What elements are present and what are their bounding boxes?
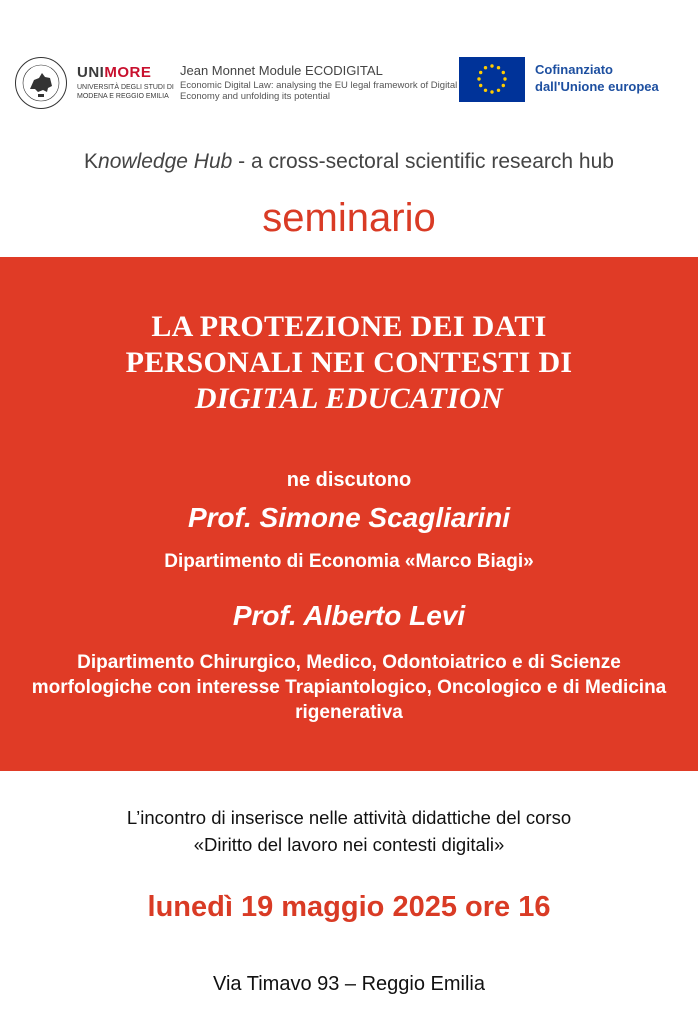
- knowledge-hub-tagline: Knowledge Hub - a cross-sectoral scientific research hub: [84, 150, 614, 173]
- eu-flag-icon: [459, 57, 525, 102]
- header-logos: [0, 0, 698, 130]
- speaker-name: Prof. Alberto Levi: [232, 600, 466, 631]
- jean-monnet-title: Jean Monnet Module ECODIGITAL: [180, 63, 383, 78]
- event-date: lunedì 19 maggio 2025 ore 16: [147, 891, 551, 923]
- discussion-label: ne discutono: [286, 469, 412, 491]
- course-info: L’incontro di inserisce nelle attività didattiche del corso «Diritto del lavoro nei contesti digitali»: [126, 807, 572, 855]
- speaker-name: Prof. Simone Scagliarini: [187, 502, 511, 533]
- event-venue: Via Timavo 93 – Reggio Emilia: [213, 973, 485, 995]
- speaker-department: Dipartimento Chirurgico, Medico, Odontoiatrico e di Scienze morfologiche con interesse Trapiantologico, Oncologico e di Medicina rigenerativa: [31, 652, 667, 723]
- unimore-logo-text: UNIMORE: [77, 64, 152, 81]
- university-seal-icon: [14, 56, 68, 110]
- event-type-label: seminario: [262, 196, 436, 240]
- seminar-info-band: [0, 257, 698, 771]
- seminar-title: LA PROTEZIONE DEI DATI PERSONALI NEI CONTESTI DI DIGITAL EDUCATION: [125, 310, 573, 415]
- eu-cofinanced-text: Cofinanziato dall'Unione europea: [535, 62, 659, 94]
- jean-monnet-subtitle: Economic Digital Law: analysing the EU legal framework of Digital Economy and unfolding its potential: [180, 80, 458, 102]
- unimore-subtitle: UNIVERSITÀ DEGLI STUDI DI MODENA E REGGIO EMILIA: [77, 84, 174, 100]
- speaker-department: Dipartimento di Economia «Marco Biagi»: [164, 551, 534, 572]
